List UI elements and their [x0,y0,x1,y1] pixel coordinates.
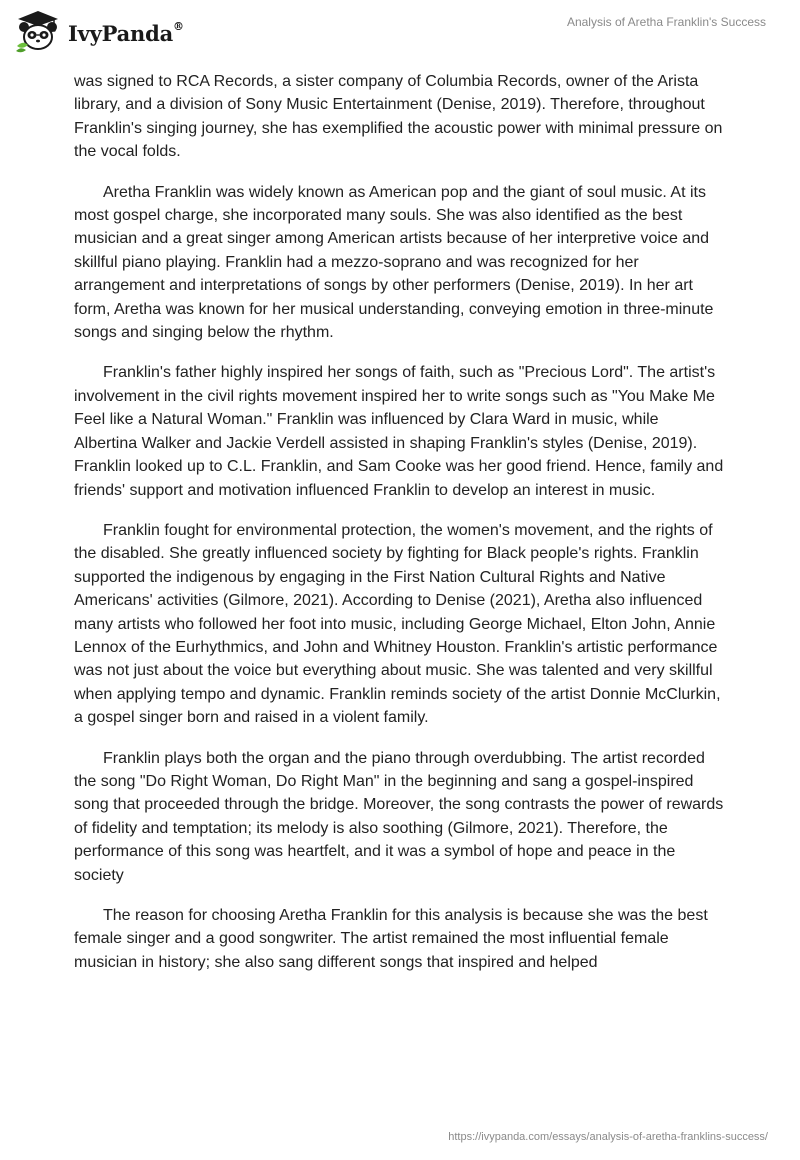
panda-graduate-icon [14,10,62,54]
essay-body [74,70,724,991]
paragraph-4: Franklin fought for environmental protection, the women's movement, and the rights of the disabled. She greatly influenced society by fighting for Black people's rights. Franklin supported the indigenous by engaging in the First Nation Cultural Rights and Native Americans' activities (Gilmore, 2021). According to Denise (2021), Aretha also influenced many artists who followed her foot into music, including George Michael, Elton John, Annie Lennox of the Eurhythmics, and John and Whitney Houston. Franklin's artistic performance was not just about the voice but everything about music. She was talented and very skillful when applying tempo and dynamic. Franklin reminds society of the artist Donnie McClurkin, a gospel singer born and raised in a violent family. [74,521,721,727]
source-url[interactable]: https://ivypanda.com/essays/analysis-of-aretha-franklins-success/ [448,1131,768,1143]
paragraph-3: Franklin's father highly inspired her songs of faith, such as "Precious Lord". The artist's involvement in the civil rights movement inspired her to write songs such as "You Make Me Feel like a Natural Woman." Franklin was influenced by Clara Ward in music, while Albertina Walker and Jackie Verdell assisted in shaping Franklin's styles (Denise, 2019). Franklin looked up to C.L. Franklin, and Sam Cooke was her good friend. Hence, family and friends' support and motivation influenced Franklin to develop an interest in music. [74,364,724,499]
brand-name: IvyPanda® [68,19,184,46]
paragraph-1: was signed to RCA Records, a sister company of Columbia Records, owner of the Arista library, and a division of Sony Music Entertainment (Denise, 2019). Therefore, throughout Franklin's singing journey, she has exemplified the acoustic power with minimal pressure on the vocal folds. [74,73,723,161]
paragraph-6: The reason for choosing Aretha Franklin for this analysis is because she was the best female singer and a good songwriter. The artist remained the most influential female musician in history; she also sang different songs that inspired and helped [74,907,708,971]
ivypanda-logo[interactable] [14,10,184,54]
paragraph-5: Franklin plays both the organ and the piano through overdubbing. The artist recorded the song "Do Right Woman, Do Right Man" in the beginning and sang a gospel-inspired song that proceeded through the bridge. Moreover, the song contrasts the power of rewards of fidelity and temptation; its melody is also soothing (Gilmore, 2021). Therefore, the performance of this song was heartfelt, and it was a symbol of hope and peace in the society [74,749,724,884]
paragraph-2: Aretha Franklin was widely known as American pop and the giant of soul music. At its most gospel charge, she incorporated many souls. She was also identified as the best musician and a great singer among American artists because of her interpretive voice and skillful piano playing. Franklin had a mezzo-soprano and was recognized for her arrangement and interpretations of songs by other performers (Denise, 2019). In her art form, Aretha was known for her musical understanding, conveying emotion in three-minute songs and singing below the rhythm. [74,183,714,342]
page-header [0,0,800,62]
running-title: Analysis of Aretha Franklin's Success [566,15,766,29]
